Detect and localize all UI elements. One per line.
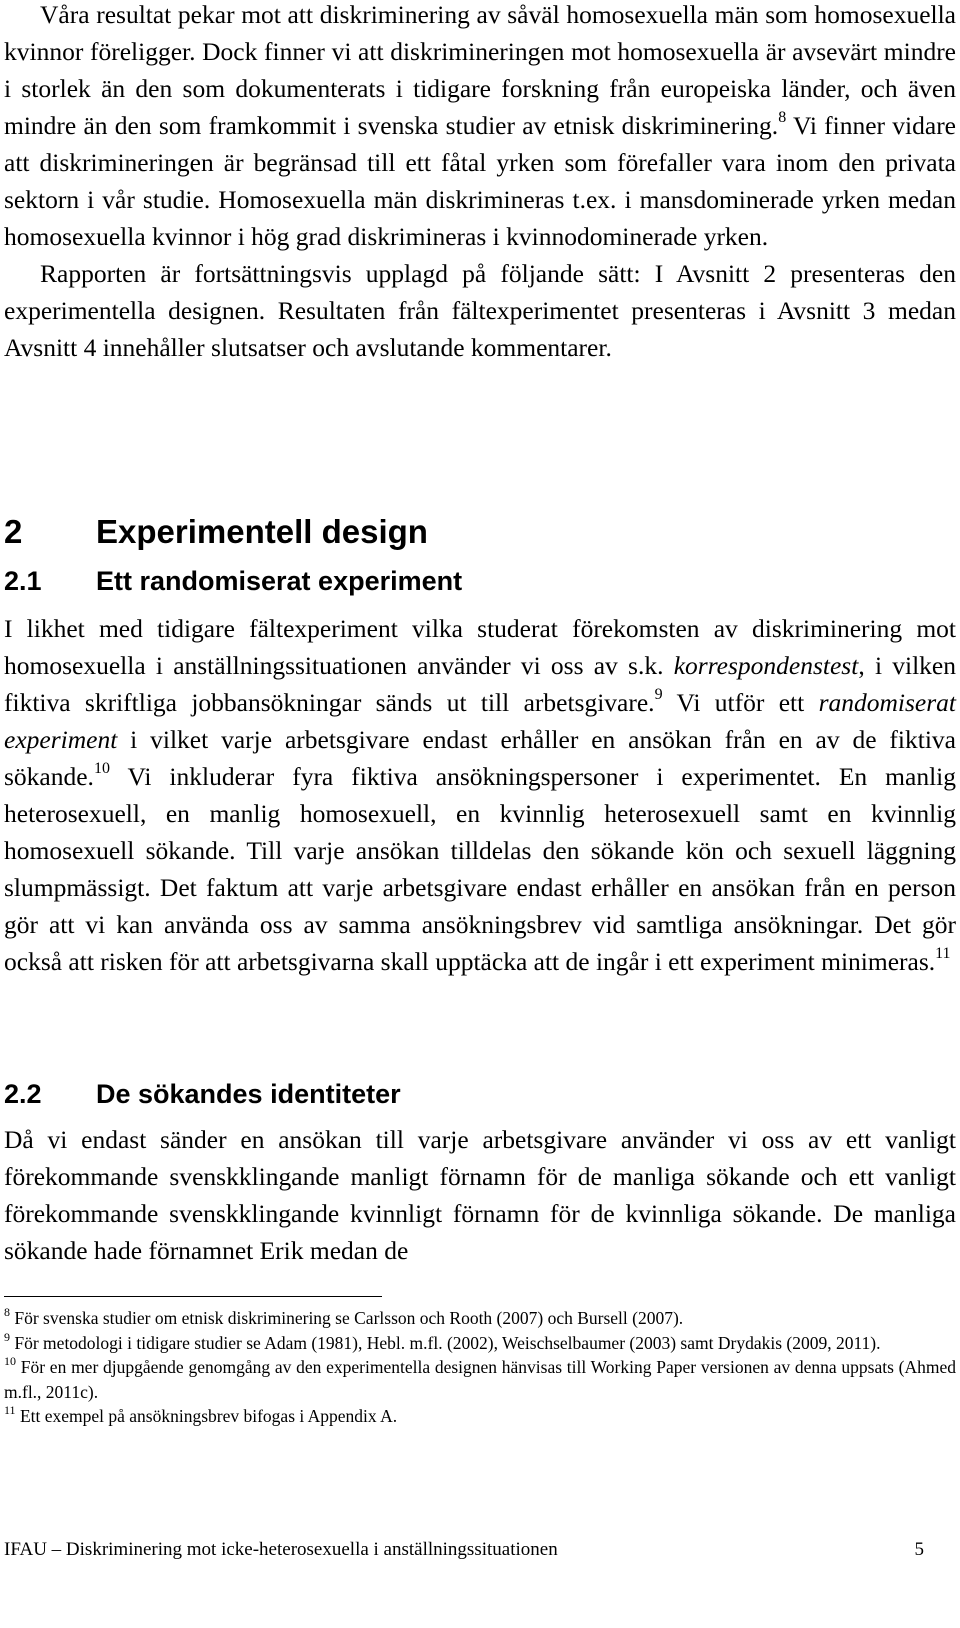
section-2-1-text-5: Vi inkluderar fyra fiktiva ansökningspersoner i experimentet. En manlig heterosexuell, en manlig homosexuell, en kvinnlig heterosexuell samt en kvinnlig homosexuell sökande. Till varje ansökan tilldelas den sökande kön och sexuell läggning slumpmässigt. Det faktum att varje arbetsgivare endast erhåller en ansökan från en person gör att vi kan använda oss av samma ansökningsbrev vid samtliga ansökningar. Det gör också att risken för att arbetsgivarna skall upptäcka att de ingår i ett experiment minimeras. [4, 762, 956, 976]
footnote-9 [4, 1331, 956, 1356]
footnote-ref-11[interactable]: 11 [935, 945, 951, 962]
section-2-2-number: 2.2 [4, 1079, 42, 1109]
footnote-text: För svenska studier om etnisk diskriminering se Carlsson och Rooth (2007) och Bursell (2007). [14, 1308, 684, 1328]
footnote-ref-8[interactable]: 8 [778, 109, 787, 126]
footnote-number: 8 [4, 1305, 10, 1319]
footnote-ref-9[interactable]: 9 [654, 686, 663, 703]
section-2-1-text-4: i vilket varje arbetsgivare endast erhåller en ansökan från en av de fiktiva sökande. [4, 725, 956, 791]
intro-paragraph-1 [4, 0, 956, 255]
section-2-heading [4, 512, 944, 552]
section-2-1-number: 2.1 [4, 566, 42, 596]
footnote-number: 9 [4, 1329, 10, 1344]
section-2-title: Experimentell design [96, 513, 428, 550]
section-2-number: 2 [4, 513, 23, 550]
section-2-1-text-3: Vi utför ett [662, 688, 819, 717]
section-2-1-heading [4, 564, 944, 598]
intro-p1-text-b: Vi finner vidare att diskrimineringen är begränsad till ett fåtal yrken som förefaller vara inom den privata sektorn i vår studie. Homosexuella män diskrimineras t.ex. i mansdominerade yrken medan homosexuella kvinnor i hög grad diskrimineras i kvinnodominerade yrken. [4, 111, 957, 251]
section-2-1-text-1: I likhet med tidigare fältexperiment vilka studerat förekomsten av diskriminering mot homosexuella i anställningssituationen använder vi oss av s.k. [4, 614, 956, 680]
footnote-text: För metodologi i tidigare studier se Adam (1981), Hebl. m.fl. (2002), Weischselbaumer (2003) samt Drydakis (2009, 2011). [14, 1332, 881, 1353]
section-2-2-body [4, 1121, 956, 1269]
footnotes [4, 1306, 956, 1429]
footnote-text: För en mer djupgående genomgång av den experimentella designen hänvisas till Working Paper versionen av denna uppsats (Ahmed m.fl., 2011c). [4, 1357, 956, 1402]
section-2-1-body [4, 610, 956, 980]
footnote-11 [4, 1404, 956, 1429]
footnote-number: 10 [4, 1354, 16, 1368]
section-2-1-paragraph [4, 610, 956, 980]
term-randomiserat-experiment: randomiserat experiment [4, 688, 956, 754]
section-2-2-heading [4, 1077, 944, 1111]
footnote-separator [4, 1296, 382, 1297]
footnote-number: 11 [4, 1403, 16, 1417]
intro-paragraph-2: Rapporten är fortsättningsvis upplagd på följande sätt: I Avsnitt 2 presenteras den experimentella designen. Resultaten från fältexperimentet presenteras i Avsnitt 3 medan Avsnitt 4 innehåller slutsatser och avslutande kommentarer. [4, 259, 956, 362]
page-footer [4, 1538, 924, 1562]
footnote-10 [4, 1355, 956, 1404]
intro-section [4, 0, 956, 366]
section-2-2-paragraph: Då vi endast sänder en ansökan till varje arbetsgivare använder vi oss av ett vanligt förekommande svenskklingande manligt förnamn för de manliga sökande och ett vanligt förekommande svenskklingande kvinnligt förnamn för de kvinnliga sökande. De manliga sökande hade förnamnet Erik medan de [4, 1125, 956, 1265]
intro-p1-text-a: Våra resultat pekar mot att diskriminering av såväl homosexuella män som homosexuella kvinnor föreligger. Dock finner vi att diskrimineringen mot homosexuella är avsevärt mindre i storlek än den som dokumenterats i tidigare forskning från europeiska länder, och även mindre än den som framkommit i svenska studier av etnisk diskriminering. [4, 0, 956, 140]
footnote-text: Ett exempel på ansökningsbrev bifogas i Appendix A. [19, 1406, 398, 1426]
footnote-ref-10[interactable]: 10 [93, 760, 110, 777]
page-number: 5 [914, 1539, 924, 1560]
section-2-1-text-2: , i vilken fiktiva skriftliga jobbansökningar sänds ut till arbetsgivare. [4, 651, 956, 717]
term-korrespondenstest: korrespondenstest [673, 651, 859, 680]
running-title: IFAU – Diskriminering mot icke-heterosexuella i anställningssituationen [4, 1539, 558, 1560]
section-2-2-title: De sökandes identiteter [96, 1079, 401, 1109]
section-2-1-title: Ett randomiserat experiment [96, 566, 463, 596]
footnote-8 [4, 1306, 956, 1331]
